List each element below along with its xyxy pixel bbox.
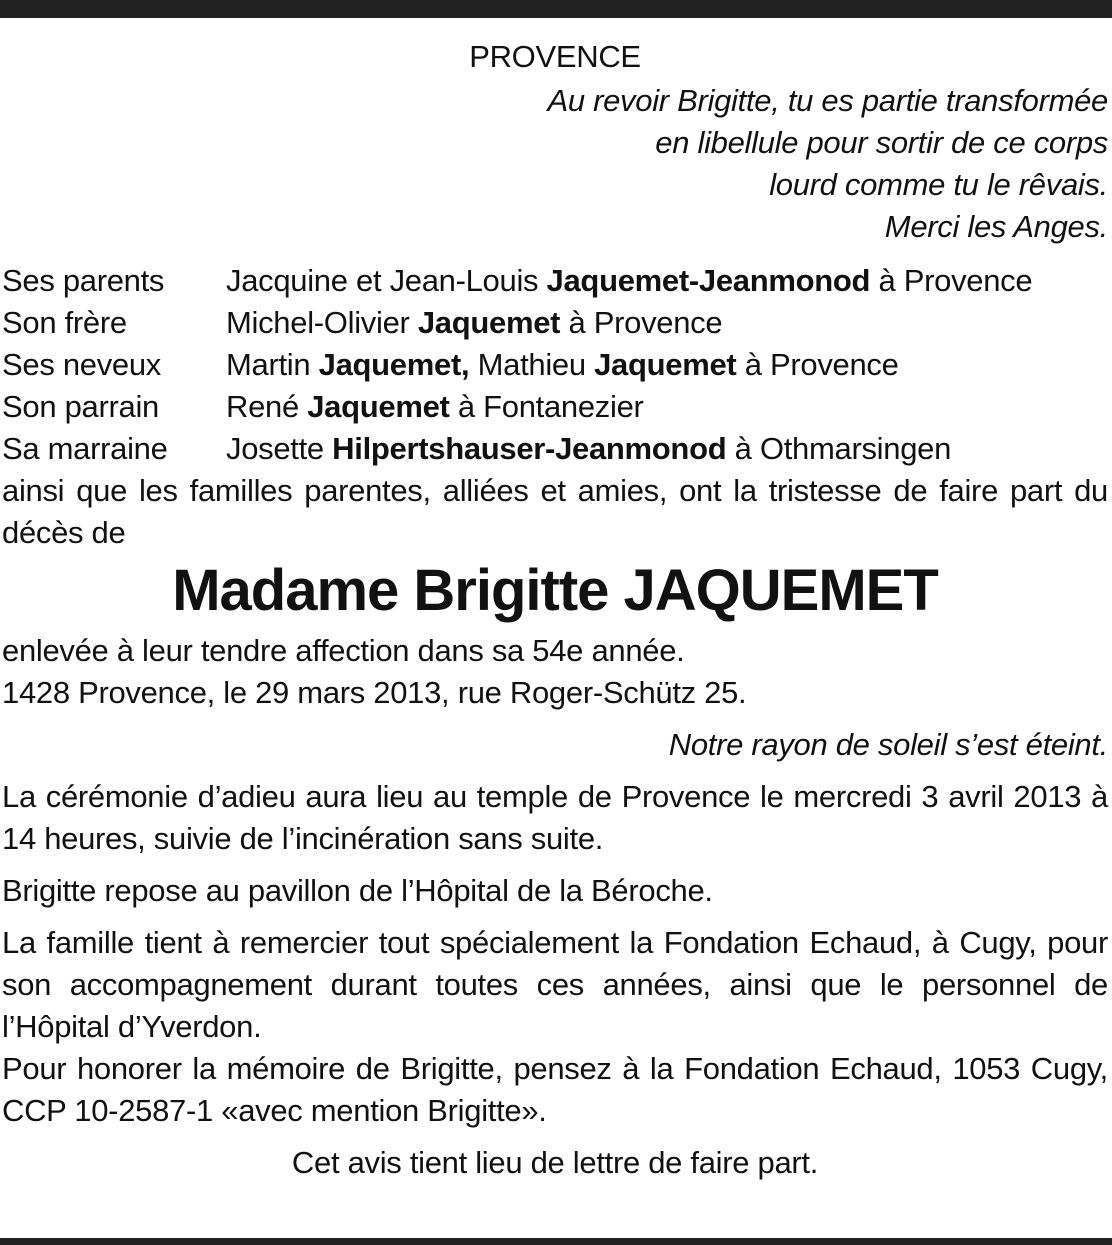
thanks-text: La famille tient à remercier tout spécialement la Fondation Echaud, à Cugy, pour son accompagnement durant toutes ces années, ainsi que le personnel de l’Hôpital d’Yverdon.: [2, 925, 1108, 1044]
family-row: [2, 260, 1108, 302]
top-rule: [0, 0, 1112, 18]
name-part: René: [226, 389, 308, 424]
repose-text: Brigitte repose au pavillon de l’Hôpital de la Béroche.: [2, 873, 713, 908]
surname: Jaquemet: [307, 389, 450, 424]
details: [2, 630, 1108, 714]
family-names: [226, 344, 1108, 386]
name-part: Jacquine et Jean-Louis: [226, 263, 547, 298]
family-row: [2, 344, 1108, 386]
name-part: à Provence: [736, 347, 899, 382]
deceased-name: Madame Brigitte JAQUEMET: [172, 558, 938, 623]
name-part: Josette: [226, 431, 333, 466]
family-names: [226, 386, 1108, 428]
place-heading: PROVENCE: [469, 39, 641, 74]
name-part: à Provence: [870, 263, 1033, 298]
obituary-notice: [2, 36, 1108, 1184]
family-role: Son parrain: [2, 389, 159, 424]
details-line: enlevée à leur tendre affection dans sa 54e année.: [2, 633, 685, 668]
quote: Notre rayon de soleil s’est éteint.: [668, 727, 1108, 762]
surname: Jaquemet: [594, 347, 737, 382]
name-part: à Othmarsingen: [726, 431, 952, 466]
surname: Jaquemet-Jeanmonod: [546, 263, 871, 298]
name-part: à Fontanezier: [449, 389, 644, 424]
poem-line: Au revoir Brigitte, tu es partie transformée: [547, 83, 1108, 118]
family-row: [2, 302, 1108, 344]
closing-text: Cet avis tient lieu de lettre de faire part.: [291, 1145, 819, 1180]
family-names: [226, 260, 1108, 302]
poem: [2, 80, 1108, 248]
family-role: Ses neveux: [2, 347, 161, 382]
family-role: Sa marraine: [2, 431, 168, 466]
details-line: 1428 Provence, le 29 mars 2013, rue Roger-Schütz 25.: [2, 675, 747, 710]
poem-line: lourd comme tu le rêvais.: [769, 167, 1108, 202]
name-part: à Provence: [560, 305, 723, 340]
surname: Jaquemet,: [318, 347, 470, 382]
surname: Jaquemet: [417, 305, 561, 340]
surname: Hilpertshauser-Jeanmonod: [332, 431, 727, 466]
family-list: [2, 260, 1108, 470]
family-row: [2, 386, 1108, 428]
intro-text: ainsi que les familles parentes, alliées et amies, ont la tristesse de faire part du décès de: [2, 473, 1108, 550]
family-row: [2, 428, 1108, 470]
ceremony-text: La cérémonie d’adieu aura lieu au temple de Provence le mercredi 3 avril 2013 à 14 heures, suivie de l’incinération sans suite.: [2, 779, 1108, 856]
bottom-rule: [0, 1238, 1112, 1245]
poem-line: en libellule pour sortir de ce corps: [655, 125, 1108, 160]
family-role: Son frère: [2, 305, 127, 340]
donation-text: Pour honorer la mémoire de Brigitte, pensez à la Fondation Echaud, 1053 Cugy, CCP 10-2587-1 «avec mention Brigitte».: [2, 1051, 1108, 1128]
name-part: Martin: [226, 347, 319, 382]
family-role: Ses parents: [2, 263, 165, 298]
family-names: [226, 428, 1108, 470]
poem-line: Merci les Anges.: [884, 209, 1108, 244]
family-names: [226, 302, 1108, 344]
name-part: Mathieu: [469, 347, 595, 382]
name-part: Michel-Olivier: [226, 305, 418, 340]
